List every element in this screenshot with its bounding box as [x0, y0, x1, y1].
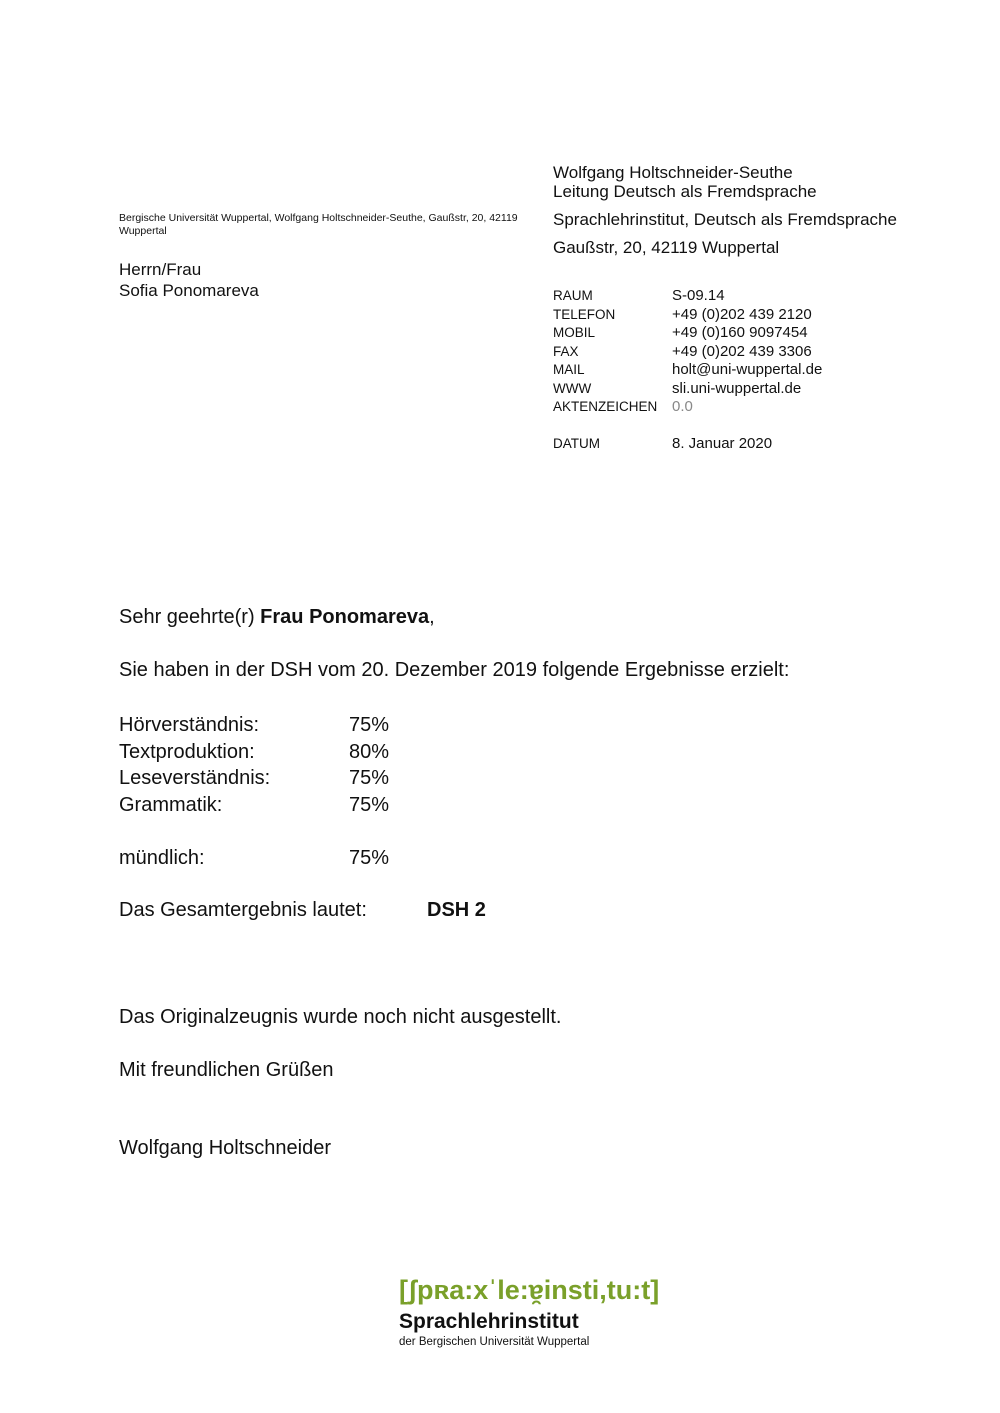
recipient-salutation: Herrn/Frau: [119, 260, 202, 279]
greeting-name: Frau Ponomareva: [260, 606, 430, 628]
contact-table: [553, 287, 822, 454]
contact-value: +49 (0)202 439 2120: [672, 305, 812, 323]
contact-key: WWW: [553, 380, 592, 396]
contact-row-fax: [553, 343, 822, 362]
result-label: mündlich:: [119, 846, 205, 869]
recipient-block: [119, 259, 259, 301]
result-label: Textproduktion:: [119, 740, 255, 763]
contact-value: +49 (0)202 439 3306: [672, 342, 812, 360]
date-key: DATUM: [553, 436, 600, 451]
results-spacer: [119, 818, 389, 845]
contact-value: +49 (0)160 9097454: [672, 324, 808, 341]
results-table: [119, 712, 389, 872]
sender-institute: Sprachlehrinstitut, Deutsch als Fremdsprache: [553, 210, 897, 229]
contact-value: holt@uni-wuppertal.de: [672, 361, 823, 378]
result-label: Grammatik:: [119, 793, 223, 816]
result-value: 75%: [349, 714, 390, 736]
greeting-suffix: ,: [429, 606, 435, 628]
greeting-prefix: Sehr geehrte(r): [119, 606, 261, 628]
sender-name: Wolfgang Holtschneider-Seuthe: [553, 163, 793, 182]
logo-ipa: [ʃpʀa:xˈle:ɐ̯insti,tu:t]: [399, 1275, 660, 1305]
logo-name: Sprachlehrinstitut: [399, 1310, 579, 1333]
result-label: Leseverständnis:: [119, 767, 271, 790]
contact-key: MOBIL: [553, 325, 596, 340]
contact-row-room: [553, 287, 822, 306]
result-row: [119, 765, 389, 792]
contact-spacer: [553, 417, 822, 436]
result-row: [119, 712, 389, 739]
total-value: DSH 2: [427, 899, 486, 921]
institute-logo: [399, 1274, 659, 1348]
contact-value: sli.uni-wuppertal.de: [672, 379, 802, 397]
contact-row-mobile: [553, 324, 822, 343]
result-row-oral: [119, 845, 389, 872]
contact-row-reference: [553, 398, 822, 417]
intro-text: Sie haben in der DSH vom 20. Dezember 2019 folgende Ergebnisse erzielt:: [119, 659, 790, 681]
sender-address-line: Bergische Universität Wuppertal, Wolfgang Holtschneider-Seuthe, Gaußstr, 20, 42119 Wuppertal: [119, 212, 518, 237]
greeting: [119, 606, 435, 629]
signature-name: Wolfgang Holtschneider: [119, 1137, 331, 1159]
contact-row-www: [553, 380, 822, 399]
total-label: Das Gesamtergebnis lautet:: [119, 899, 367, 921]
logo-subtitle: der Bergischen Universität Wuppertal: [399, 1336, 590, 1348]
result-value: 75%: [349, 846, 390, 869]
contact-key: RAUM: [553, 288, 593, 303]
certificate-note: Das Originalzeugnis wurde noch nicht ausgestellt.: [119, 1006, 562, 1028]
contact-row-mail: [553, 361, 822, 380]
recipient-name: Sofia Ponomareva: [119, 281, 259, 300]
contact-key: TELEFON: [553, 306, 616, 322]
result-row: [119, 739, 389, 766]
sender-block: [553, 163, 817, 201]
date-value: 8. Januar 2020: [672, 435, 773, 452]
contact-value: 0.0: [672, 398, 693, 415]
result-value: 75%: [349, 767, 390, 790]
sender-street: Gaußstr, 20, 42119 Wuppertal: [553, 238, 780, 257]
result-row: [119, 792, 389, 819]
result-label: Hörverständnis:: [119, 714, 260, 736]
total-result: [119, 899, 486, 922]
contact-row-phone: [553, 306, 822, 325]
sender-role: Leitung Deutsch als Fremdsprache: [553, 182, 817, 201]
contact-value: S-09.14: [672, 287, 725, 304]
contact-row-date: [553, 435, 822, 454]
contact-key: AKTENZEICHEN: [553, 399, 658, 414]
result-value: 75%: [349, 793, 390, 816]
result-value: 80%: [349, 740, 390, 763]
contact-key: MAIL: [553, 362, 585, 377]
closing: Mit freundlichen Grüßen: [119, 1059, 334, 1081]
contact-key: FAX: [553, 343, 579, 359]
